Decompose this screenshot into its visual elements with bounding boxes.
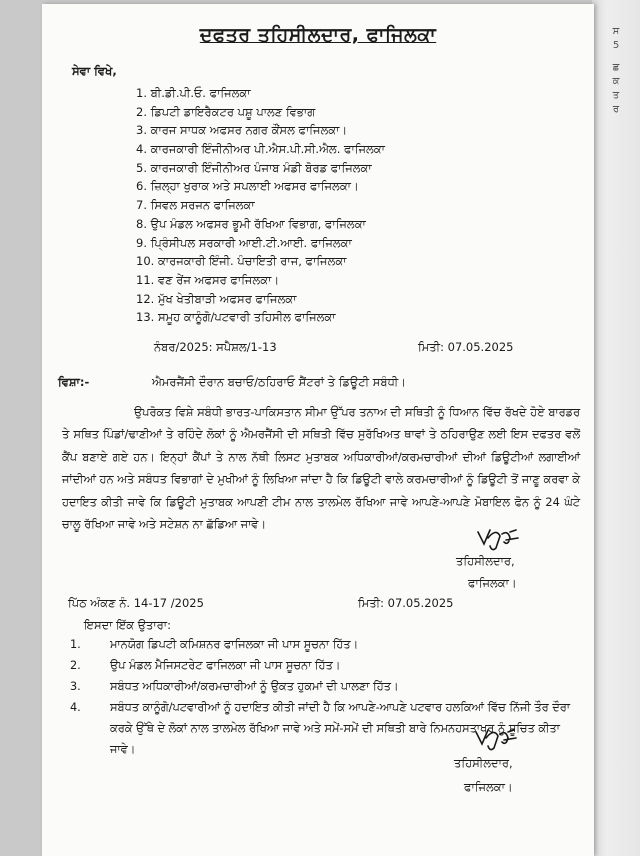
salutation: ਸੇਵਾ ਵਿਖੇ,: [72, 64, 117, 78]
copy-item: [70, 655, 570, 676]
copy-item: [70, 676, 570, 697]
copy-item-text: ਉਪ ਮੰਡਲ ਮੈਜਿਸਟਰੇਟ ਫਾਜਿਲਕਾ ਜੀ ਪਾਸ ਸੂਚਨਾ ਹਿੱਤ।: [110, 659, 341, 672]
copy-item-text: ਮਾਨਯੋਗ ਡਿਪਟੀ ਕਮਿਸ਼ਨਰ ਫਾਜਿਲਕਾ ਜੀ ਪਾਸ ਸੂਚਨਾ ਹਿੱਤ।: [110, 638, 359, 651]
recipient-item: 4. ਕਾਰਜਕਾਰੀ ਇੰਜੀਨੀਅਰ ਪੀ.ਐਸ.ਪੀ.ਸੀ.ਐਲ. ਫਾਜਿਲਕਾ: [136, 142, 385, 157]
body-paragraph: ਉਪਰੋਕਤ ਵਿਸ਼ੇ ਸਬੰਧੀ ਭਾਰਤ-ਪਾਕਿਸਤਾਨ ਸੀਮਾ ਉੱਪਰ ਤਨਾਅ ਦੀ ਸਥਿਤੀ ਨੂੰ ਧਿਆਨ ਵਿੱਚ ਰੱਖਦੇ ਹੋਏ ਬਾਰਡਰ ਤੇ ਸਥਿਤ ਪਿੰਡਾਂ/ਢਾਣੀਆਂ ਤੇ ਰਹਿੰਦੇ ਲੋਕਾਂ ਨੂੰ ਐਮਰਜੈਂਸੀ ਦੀ ਸਥਿਤੀ ਵਿੱਚ ਸੁਰੱਖਿਅਤ ਥਾਵਾਂ ਤੇ ਠਹਿਰਾਉਣ ਲਈ ਇਸ ਦਫਤਰ ਵਲੋਂ ਕੈਂਪ ਬਣਾਏ ਗਏ ਹਨ। ਇਨ੍ਹਾਂ ਕੈਂਪਾਂ ਤੇ ਨਾਲ ਨੱਥੀ ਲਿਸਟ ਮੁਤਾਬਕ ਅਧਿਕਾਰੀਆਂ/ਕਰਮਚਾਰੀਆਂ ਦੀਆਂ ਡਿਊਟੀਆਂ ਲਗਾਈਆਂ ਜਾਂਦੀਆਂ ਹਨ ਅਤੇ ਸਬੰਧਤ ਵਿਭਾਗਾਂ ਦੇ ਮੁਖੀਆਂ ਨੂੰ ਲਿਖਿਆ ਜਾਂਦਾ ਹੈ ਕਿ ਡਿਊਟੀ ਵਾਲੇ ਕਰਮਚਾਰੀਆਂ ਨੂੰ ਡਿਊਟੀ ਤੋਂ ਜਾਣੂ ਕਰਵਾ ਕੇ ਹਦਾਇਤ ਕੀਤੀ ਜਾਵੇ ਕਿ ਡਿਊਟੀ ਮੁਤਾਬਕ ਆਪਣੀ ਟੀਮ ਨਾਲ ਤਾਲਮੇਲ ਰੱਖਿਆ ਜਾਵੇ ਆਪਣੇ-ਆਪਣੇ ਮੋਬਾਇਲ ਫੋਨ ਨੂੰ 24 ਘੰਟੇ ਚਾਲੂ ਰੱਖਿਆ ਜਾਵੇ ਅਤੇ ਸਟੇਸ਼ਨ ਨਾ ਛੱਡਿਆ ਜਾਵੇ।: [62, 406, 580, 532]
recipient-item: 13. ਸਮੂਹ ਕਾਨੂੰਗੋ/ਪਟਵਾਰੀ ਤਹਿਸੀਲ ਫਾਜਿਲਕਾ: [136, 310, 336, 325]
copy-item-number: 1.: [70, 638, 81, 651]
letter-page: [42, 4, 594, 856]
signature-mark: [472, 726, 518, 754]
endorsement-date: ਮਿਤੀ: 07.05.2025: [358, 596, 454, 610]
recipient-item: 7. ਸਿਵਲ ਸਰਜਨ ਫਾਜਿਲਕਾ: [136, 198, 255, 213]
copy-item-text: ਸਬੰਧਤ ਕਾਨੂੰਗੋ/ਪਟਵਾਰੀਆਂ ਨੂੰ ਹਦਾਇਤ ਕੀਤੀ ਜਾਂਦੀ ਹੈ ਕਿ ਆਪਣੇ-ਆਪਣੇ ਪਟਵਾਰ ਹਲਕਿਆਂ ਵਿੱਚ ਨਿੱਜੀ ਤੌਰ ਦੌਰਾ ਕਰਕੇ ਉੱਥੇ ਦੇ ਲੋਕਾਂ ਨਾਲ ਤਾਲਮੇਲ ਰੱਖਿਆ ਜਾਵੇ ਅਤੇ ਸਮੇਂ-ਸਮੇਂ ਦੀ ਸਥਿਤੀ ਬਾਰੇ ਨਿਮਨਹਸਤਾਖਰ ਨੂੰ ਸੂਚਿਤ ਕੀਤਾ ਜਾਵੇ।: [110, 701, 570, 756]
recipient-item: 3. ਕਾਰਜ ਸਾਧਕ ਅਫਸਰ ਨਗਰ ਕੌਂਸਲ ਫਾਜਿਲਕਾ।: [136, 123, 348, 138]
copy-item-text: ਸਬੰਧਤ ਅਧਿਕਾਰੀਆਂ/ਕਰਮਚਾਰੀਆਂ ਨੂੰ ਉਕਤ ਹੁਕਮਾਂ ਦੀ ਪਾਲਣਾ ਹਿੱਤ।: [110, 680, 399, 693]
edge-mark: ਤ: [612, 90, 620, 101]
recipient-item: 6. ਜ਼ਿਲ੍ਹਾ ਖੁਰਾਕ ਅਤੇ ਸਪਲਾਈ ਅਫਸਰ ਫਾਜਿਲਕਾ।: [136, 179, 359, 194]
body-paragraph-wrap: [62, 402, 580, 536]
recipient-item: 1. ਬੀ.ਡੀ.ਪੀ.ਓ. ਫਾਜਿਲਕਾ: [136, 86, 251, 100]
edge-mark: ਸ: [612, 26, 620, 37]
recipient-item: 5. ਕਾਰਜਕਾਰੀ ਇੰਜੀਨੀਅਰ ਪੰਜਾਬ ਮੰਡੀ ਬੋਰਡ ਫਾਜਿਲਕਾ: [136, 160, 372, 175]
letter-title: ਦਫਤਰ ਤਹਿਸੀਲਦਾਰ, ਫਾਜਿਲਕਾ: [199, 24, 437, 46]
edge-mark: ਕ: [612, 76, 620, 87]
recipient-item: 2. ਡਿਪਟੀ ਡਾਇਰੈਕਟਰ ਪਸ਼ੂ ਪਾਲਣ ਵਿਭਾਗ: [136, 104, 316, 119]
signature-mark: [474, 526, 520, 554]
edge-mark: ਰ: [612, 104, 620, 115]
recipient-item: 12. ਮੁੱਖ ਖੇਤੀਬਾੜੀ ਅਫਸਰ ਫਾਜਿਲਕਾ: [136, 291, 297, 306]
signoff-designation: ਤਹਿਸੀਲਦਾਰ,: [454, 756, 513, 770]
reference-number: ਨੰਬਰ/2025: ਸਪੈਸ਼ਲ/1-13: [154, 340, 277, 354]
endorsement-number: ਪਿੱਠ ਅੰਕਣ ਨੰ. 14-17 /2025: [68, 596, 204, 610]
edge-mark: 5: [612, 40, 620, 51]
recipient-list: [136, 84, 385, 327]
reference-date: ਮਿਤੀ: 07.05.2025: [418, 340, 514, 354]
adjacent-page-strip: [592, 0, 640, 856]
copy-item-number: 4.: [70, 701, 81, 714]
copy-line: ਇਸਦਾ ਇੱਕ ਉਤਾਰਾ:: [84, 618, 171, 632]
recipient-item: 9. ਪ੍ਰਿੰਸੀਪਲ ਸਰਕਾਰੀ ਆਈ.ਟੀ.ਆਈ. ਫਾਜਿਲਕਾ: [136, 235, 352, 250]
recipient-item: 10. ਕਾਰਜਕਾਰੀ ਇੰਜੀ. ਪੰਚਾਇਤੀ ਰਾਜ, ਫਾਜਿਲਕਾ: [136, 254, 347, 269]
edge-mark: ਛ: [612, 62, 620, 73]
recipient-item: 11. ਵਣ ਰੇਂਜ ਅਫਸਰ ਫਾਜਿਲਕਾ।: [136, 272, 280, 287]
recipient-item: 8. ਉਪ ਮੰਡਲ ਅਫਸਰ ਭੂਮੀ ਰੱਖਿਆ ਵਿਭਾਗ, ਫਾਜਿਲਕਾ: [136, 216, 366, 231]
copy-item-number: 2.: [70, 659, 81, 672]
copy-item-number: 3.: [70, 680, 81, 693]
signoff-place: ਫਾਜਿਲਕਾ।: [464, 780, 513, 794]
signoff-designation: ਤਹਿਸੀਲਦਾਰ,: [456, 554, 515, 568]
signoff-place: ਫਾਜਿਲਕਾ।: [468, 576, 517, 590]
copy-item: [70, 634, 570, 655]
subject-label: ਵਿਸ਼ਾ:-: [58, 375, 90, 389]
subject-text: ਐਮਰਜੈਂਸੀ ਦੌਰਾਨ ਬਚਾਓ/ਠਹਿਰਾਓ ਸੈਂਟਰਾਂ ਤੇ ਡਿਊਟੀ ਸਬੰਧੀ।: [152, 375, 407, 389]
